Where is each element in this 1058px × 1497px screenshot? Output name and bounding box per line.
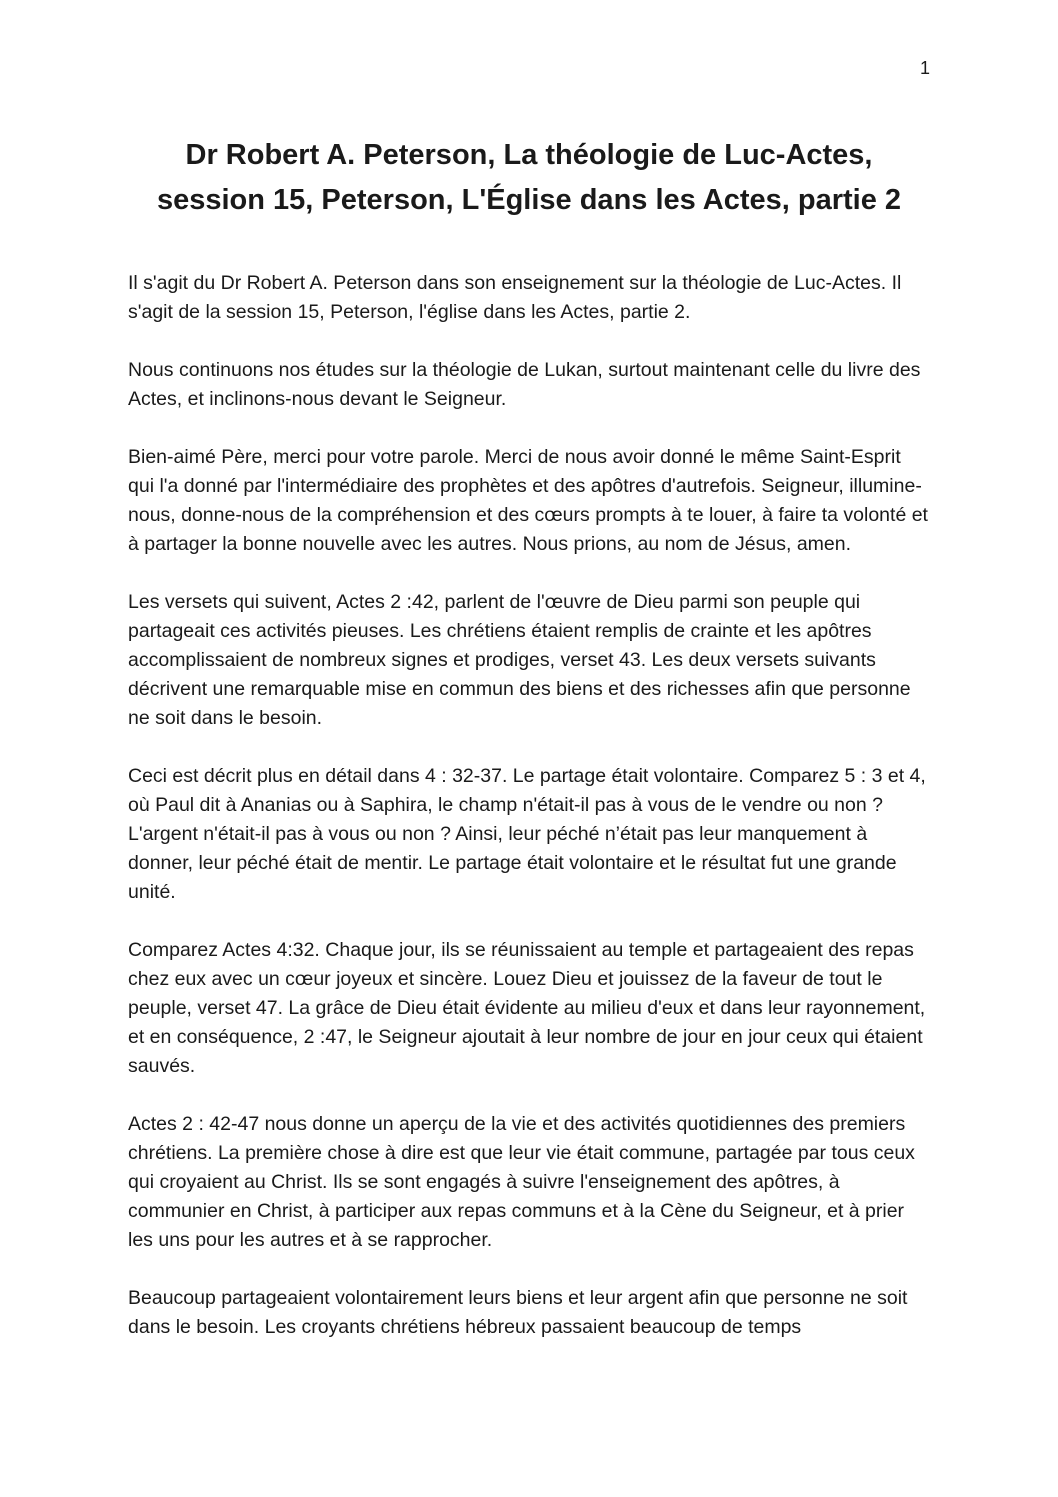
title-line-2: session 15, Peterson, L'Église dans les Actes, partie 2 bbox=[156, 183, 902, 216]
paragraph: Actes 2 : 42-47 nous donne un aperçu de la vie et des activités quotidiennes des premiers chrétiens. La première chose à dire est que leur vie était commune, partagée par tous ceux qui croyaient au Christ. Ils se sont engagés à suivre l'enseignement des apôtres, à communier en Christ, à participer aux repas communs et à la Cène du Seigneur, et à prier les uns pour les autres et à se rapprocher. bbox=[128, 1112, 915, 1251]
paragraph: Comparez Actes 4:32. Chaque jour, ils se réunissaient au temple et partageaient des repas chez eux avec un cœur joyeux et sincère. Louez Dieu et jouissez de la faveur de tout le peuple, verset 47. La grâce de Dieu était évidente au milieu d'eux et dans leur rayonnement, et en conséquence, 2 :47, le Seigneur ajoutait à leur nombre de jour en jour ceux qui étaient sauvés. bbox=[128, 938, 926, 1077]
paragraph: Nous continuons nos études sur la théologie de Lukan, surtout maintenant celle du livre des Actes, et inclinons-nous devant le Seigneur. bbox=[128, 358, 921, 410]
paragraph: Beaucoup partageaient volontairement leurs biens et leur argent afin que personne ne soit dans le besoin. Les croyants chrétiens hébreux passaient beaucoup de temps bbox=[128, 1286, 908, 1338]
page-number: 1 bbox=[919, 58, 930, 78]
paragraph: Bien-aimé Père, merci pour votre parole. Merci de nous avoir donné le même Saint-Esprit qui l'a donné par l'intermédiaire des prophètes et des apôtres d'autrefois. Seigneur, illumine-nous, donne-nous de la compréhension et des cœurs prompts à te louer, à faire ta volonté et à partager la bonne nouvelle avec les autres. Nous prions, au nom de Jésus, amen. bbox=[128, 445, 928, 555]
document-body bbox=[128, 223, 930, 1342]
paragraph: Il s'agit du Dr Robert A. Peterson dans son enseignement sur la théologie de Luc-Actes. Il s'agit de la session 15, Peterson, l'église dans les Actes, partie 2. bbox=[128, 271, 902, 323]
title-line-1: Dr Robert A. Peterson, La théologie de Luc-Actes, bbox=[185, 139, 873, 171]
paragraph: Ceci est décrit plus en détail dans 4 : 32-37. Le partage était volontaire. Comparez 5 : 3 et 4, où Paul dit à Ananias ou à Saphira, le champ n'était-il pas à vous de le vendre ou non ? L'argent n'était-il pas à vous ou non ? Ainsi, leur péché n’était pas leur manquement à donner, leur péché était de mentir. Le partage était volontaire et le résultat fut une grande unité. bbox=[128, 764, 926, 903]
paragraph: Les versets qui suivent, Actes 2 :42, parlent de l'œuvre de Dieu parmi son peuple qui partageait ces activités pieuses. Les chrétiens étaient remplis de crainte et les apôtres accomplissaient de nombreux signes et prodiges, verset 43. Les deux versets suivants décrivent une remarquable mise en commun des biens et des richesses afin que personne ne soit dans le besoin. bbox=[128, 590, 911, 729]
document-title bbox=[0, 0, 1058, 223]
